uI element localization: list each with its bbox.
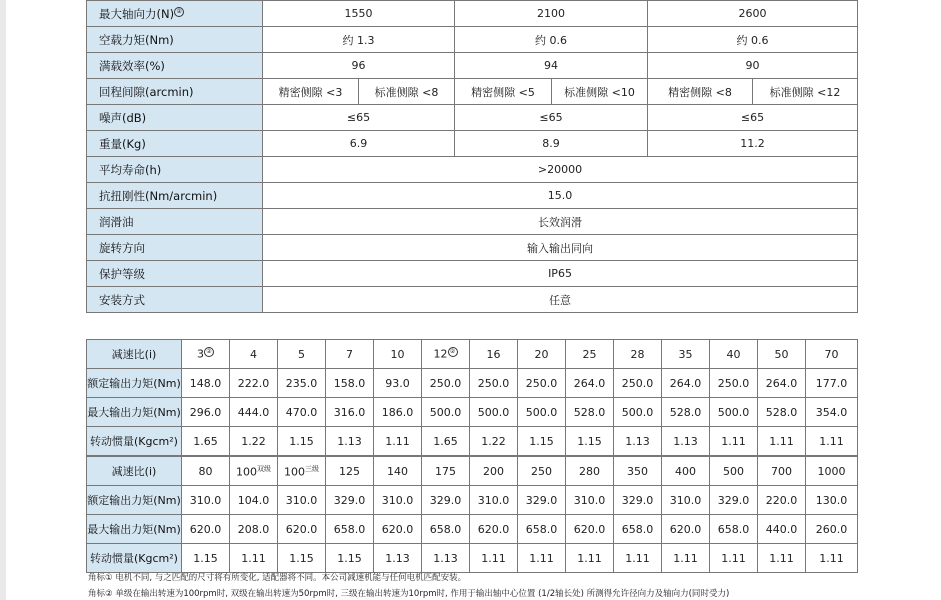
max-value-cell: 658.0 — [422, 515, 470, 544]
spec-value: 精密侧隙 <5 — [455, 79, 552, 105]
rated-value-cell: 250.0 — [710, 369, 758, 398]
ratio-cell: 4 — [230, 340, 278, 369]
spec-value: 6.9 — [263, 131, 455, 157]
inertia-value-cell: 1.13 — [614, 427, 662, 456]
spec-row-rigidity — [87, 183, 858, 209]
row-label: 额定输出力矩(Nm) — [87, 369, 182, 398]
max-value-cell: 316.0 — [326, 398, 374, 427]
spec-value: 96 — [263, 53, 455, 79]
inertia-value-cell: 1.15 — [566, 427, 614, 456]
max-value-cell: 620.0 — [182, 515, 230, 544]
max-value-cell: 500.0 — [470, 398, 518, 427]
spec-row-lubricant — [87, 209, 858, 235]
spec-row-axial-force — [87, 1, 858, 27]
rated-value-cell: 310.0 — [566, 486, 614, 515]
spec-value: 15.0 — [263, 183, 858, 209]
spec-value: 输入输出同向 — [263, 235, 858, 261]
ratio-cell: 80 — [182, 457, 230, 486]
inertia-value-cell: 1.11 — [614, 544, 662, 573]
spec-value: 1550 — [263, 1, 455, 27]
max-torque-row — [87, 515, 858, 544]
inertia-value-cell: 1.11 — [806, 544, 858, 573]
spec-value: 8.9 — [455, 131, 648, 157]
rated-value-cell: 93.0 — [374, 369, 422, 398]
rated-value-cell: 329.0 — [518, 486, 566, 515]
rated-value-cell: 310.0 — [470, 486, 518, 515]
row-label: 减速比(i) — [87, 340, 182, 369]
row-label: 转动惯量(Kgcm²) — [87, 427, 182, 456]
rated-value-cell: 329.0 — [326, 486, 374, 515]
ratio-table-2 — [86, 456, 858, 573]
ratio-cell: 35 — [662, 340, 710, 369]
max-value-cell: 658.0 — [518, 515, 566, 544]
max-value-cell: 620.0 — [566, 515, 614, 544]
rated-value-cell: 264.0 — [566, 369, 614, 398]
inertia-value-cell: 1.15 — [326, 544, 374, 573]
max-value-cell: 620.0 — [470, 515, 518, 544]
inertia-value-cell: 1.15 — [278, 427, 326, 456]
spec-row-noload-torque — [87, 27, 858, 53]
rated-value-cell: 130.0 — [806, 486, 858, 515]
max-value-cell: 186.0 — [374, 398, 422, 427]
inertia-value-cell: 1.15 — [278, 544, 326, 573]
rated-value-cell: 220.0 — [758, 486, 806, 515]
spec-value: 精密侧隙 <8 — [648, 79, 753, 105]
spec-value: ≤65 — [648, 105, 858, 131]
rated-value-cell: 310.0 — [662, 486, 710, 515]
spec-table — [86, 0, 858, 313]
ratio-cell: 280 — [566, 457, 614, 486]
max-value-cell: 208.0 — [230, 515, 278, 544]
ratio-cell: 28 — [614, 340, 662, 369]
max-value-cell: 620.0 — [278, 515, 326, 544]
ratio-cell: 350 — [614, 457, 662, 486]
spec-value: 2100 — [455, 1, 648, 27]
row-label: 额定输出力矩(Nm) — [87, 486, 182, 515]
ratio-cell: 5 — [278, 340, 326, 369]
inertia-value-cell: 1.11 — [806, 427, 858, 456]
inertia-value-cell: 1.11 — [710, 427, 758, 456]
inertia-row — [87, 427, 858, 456]
inertia-value-cell: 1.13 — [374, 544, 422, 573]
max-value-cell: 620.0 — [662, 515, 710, 544]
rated-value-cell: 250.0 — [518, 369, 566, 398]
ratio-cell: 700 — [758, 457, 806, 486]
max-value-cell: 658.0 — [614, 515, 662, 544]
ratio-cell: 20 — [518, 340, 566, 369]
inertia-row — [87, 544, 858, 573]
ratio-cell: 400 — [662, 457, 710, 486]
rated-value-cell: 310.0 — [182, 486, 230, 515]
rated-value-cell: 250.0 — [614, 369, 662, 398]
inertia-value-cell: 1.22 — [470, 427, 518, 456]
spec-label: 满载效率(%) — [87, 53, 263, 79]
ratio-value: 100 — [236, 465, 257, 479]
max-value-cell: 260.0 — [806, 515, 858, 544]
rated-value-cell: 148.0 — [182, 369, 230, 398]
inertia-value-cell: 1.22 — [230, 427, 278, 456]
row-label: 减速比(i) — [87, 457, 182, 486]
ratio-cell: 16 — [470, 340, 518, 369]
spec-value: 约 0.6 — [648, 27, 858, 53]
inertia-value-cell: 1.15 — [182, 544, 230, 573]
spec-value: 约 0.6 — [455, 27, 648, 53]
inertia-value-cell: 1.11 — [518, 544, 566, 573]
rated-value-cell: 235.0 — [278, 369, 326, 398]
footnote-2: 角标② 单级在输出转速为100rpm时, 双级在输出转速为50rpm时, 三级在输出转速为10rpm时, 作用于输出轴中心位置 (1/2轴长处) 所测得允许径向力及轴向力(同时受力) — [88, 589, 730, 599]
inertia-value-cell: 1.11 — [758, 544, 806, 573]
ratio-value: 12 — [433, 347, 448, 361]
ratio-cell — [230, 457, 278, 486]
max-value-cell: 440.0 — [758, 515, 806, 544]
rated-value-cell: 264.0 — [758, 369, 806, 398]
max-value-cell: 500.0 — [710, 398, 758, 427]
spec-value: 标准侧隙 <8 — [359, 79, 455, 105]
spec-label — [87, 1, 263, 27]
footnote-mark: ② — [448, 347, 458, 357]
rated-value-cell: 329.0 — [614, 486, 662, 515]
max-value-cell: 528.0 — [662, 398, 710, 427]
spec-label: 噪声(dB) — [87, 105, 263, 131]
ratio-cell — [278, 457, 326, 486]
spec-value: 标准侧隙 <10 — [552, 79, 648, 105]
inertia-value-cell: 1.65 — [422, 427, 470, 456]
rated-value-cell: 158.0 — [326, 369, 374, 398]
spec-row-weight — [87, 131, 858, 157]
max-value-cell: 354.0 — [806, 398, 858, 427]
rated-value-cell: 329.0 — [710, 486, 758, 515]
ratio-cell: 50 — [758, 340, 806, 369]
max-value-cell: 500.0 — [614, 398, 662, 427]
inertia-value-cell: 1.11 — [758, 427, 806, 456]
spec-row-life — [87, 157, 858, 183]
spec-value: 约 1.3 — [263, 27, 455, 53]
spec-row-noise — [87, 105, 858, 131]
stage-tag: 三级 — [305, 464, 319, 473]
spec-label: 空载力矩(Nm) — [87, 27, 263, 53]
spec-value: 标准侧隙 <12 — [753, 79, 858, 105]
stage-tag: 双级 — [257, 464, 271, 473]
spec-label: 重量(Kg) — [87, 131, 263, 157]
ratio-value: 100 — [284, 465, 305, 479]
inertia-value-cell: 1.65 — [182, 427, 230, 456]
ratio-cell: 250 — [518, 457, 566, 486]
spec-value: 2600 — [648, 1, 858, 27]
rated-value-cell: 104.0 — [230, 486, 278, 515]
spec-row-backlash — [87, 79, 858, 105]
ratio-table-1 — [86, 339, 858, 456]
ratio-cell: 175 — [422, 457, 470, 486]
inertia-value-cell: 1.11 — [710, 544, 758, 573]
max-value-cell: 296.0 — [182, 398, 230, 427]
inertia-value-cell: 1.15 — [518, 427, 566, 456]
spec-value: ≤65 — [263, 105, 455, 131]
inertia-value-cell: 1.11 — [566, 544, 614, 573]
ratio-cell: 500 — [710, 457, 758, 486]
ratio-cell: 25 — [566, 340, 614, 369]
page-edge — [0, 0, 6, 600]
spec-row-efficiency — [87, 53, 858, 79]
spec-label: 回程间隙(arcmin) — [87, 79, 263, 105]
spec-label: 抗扭刚性(Nm/arcmin) — [87, 183, 263, 209]
spec-row-mounting — [87, 287, 858, 313]
max-value-cell: 444.0 — [230, 398, 278, 427]
spec-row-protection — [87, 261, 858, 287]
row-label: 转动惯量(Kgcm²) — [87, 544, 182, 573]
inertia-value-cell: 1.11 — [470, 544, 518, 573]
spec-label: 旋转方向 — [87, 235, 263, 261]
ratio-cell: 1000 — [806, 457, 858, 486]
ratio-cell: 200 — [470, 457, 518, 486]
max-value-cell: 528.0 — [566, 398, 614, 427]
spec-value: >20000 — [263, 157, 858, 183]
ratio-cell: 10 — [374, 340, 422, 369]
spec-value: ≤65 — [455, 105, 648, 131]
rated-value-cell: 310.0 — [278, 486, 326, 515]
ratio-cell: 140 — [374, 457, 422, 486]
rated-value-cell: 222.0 — [230, 369, 278, 398]
spec-value: 11.2 — [648, 131, 858, 157]
ratio-cell — [422, 340, 470, 369]
inertia-value-cell: 1.13 — [326, 427, 374, 456]
spec-label: 平均寿命(h) — [87, 157, 263, 183]
max-value-cell: 500.0 — [518, 398, 566, 427]
spec-value: 94 — [455, 53, 648, 79]
row-label: 最大输出力矩(Nm) — [87, 398, 182, 427]
spec-label: 安装方式 — [87, 287, 263, 313]
max-value-cell: 658.0 — [710, 515, 758, 544]
footnote-mark: ② — [174, 7, 184, 17]
footnote-mark: ② — [204, 347, 214, 357]
ratio-cell: 125 — [326, 457, 374, 486]
spec-value: 90 — [648, 53, 858, 79]
ratio-cell — [182, 340, 230, 369]
spec-label: 润滑油 — [87, 209, 263, 235]
inertia-value-cell: 1.11 — [230, 544, 278, 573]
max-value-cell: 620.0 — [374, 515, 422, 544]
rated-value-cell: 177.0 — [806, 369, 858, 398]
rated-torque-row — [87, 486, 858, 515]
rated-value-cell: 329.0 — [422, 486, 470, 515]
max-value-cell: 528.0 — [758, 398, 806, 427]
ratio-value: 3 — [197, 347, 204, 361]
max-value-cell: 658.0 — [326, 515, 374, 544]
ratio-cell: 7 — [326, 340, 374, 369]
inertia-value-cell: 1.13 — [422, 544, 470, 573]
row-label: 最大输出力矩(Nm) — [87, 515, 182, 544]
footnote-1: 角标① 电机不同, 与之匹配的尺寸将有所变化, 适配器将不同。本公司减速机能与任何电机匹配安装。 — [88, 573, 467, 583]
spec-row-rotation — [87, 235, 858, 261]
inertia-value-cell: 1.11 — [662, 544, 710, 573]
rated-torque-row — [87, 369, 858, 398]
ratio-cell: 70 — [806, 340, 858, 369]
label-text: 最大轴向力(N) — [99, 6, 175, 21]
rated-value-cell: 250.0 — [470, 369, 518, 398]
ratio-row — [87, 457, 858, 486]
spec-value: 长效润滑 — [263, 209, 858, 235]
max-torque-row — [87, 398, 858, 427]
inertia-value-cell: 1.11 — [374, 427, 422, 456]
rated-value-cell: 310.0 — [374, 486, 422, 515]
ratio-cell: 40 — [710, 340, 758, 369]
inertia-value-cell: 1.13 — [662, 427, 710, 456]
max-value-cell: 470.0 — [278, 398, 326, 427]
spec-label: 保护等级 — [87, 261, 263, 287]
rated-value-cell: 264.0 — [662, 369, 710, 398]
spec-value: IP65 — [263, 261, 858, 287]
max-value-cell: 500.0 — [422, 398, 470, 427]
ratio-row — [87, 340, 858, 369]
spec-value: 任意 — [263, 287, 858, 313]
rated-value-cell: 250.0 — [422, 369, 470, 398]
spec-value: 精密侧隙 <3 — [263, 79, 359, 105]
